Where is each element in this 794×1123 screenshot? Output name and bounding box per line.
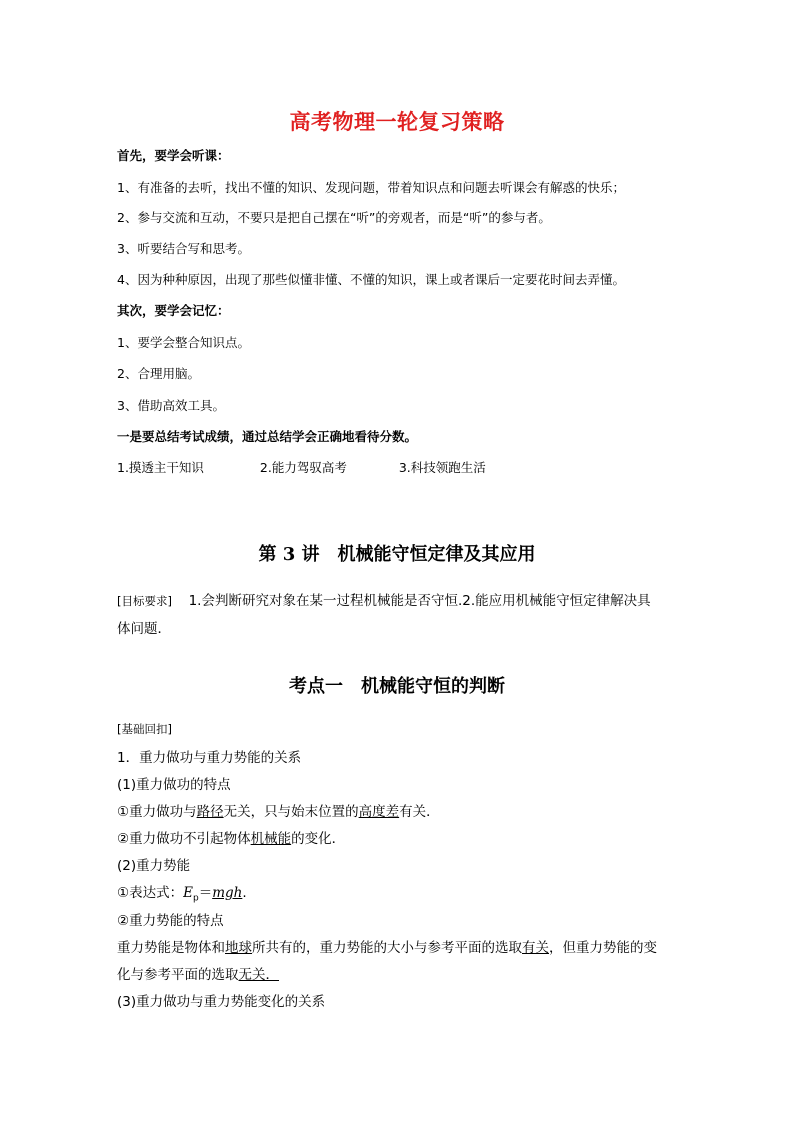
point-title <box>0 672 794 698</box>
main-title: 高考物理一轮复习策略 <box>289 110 505 134</box>
text-run: 有关． <box>399 804 440 820</box>
part3-item-2: 2.能力驾驭高考 <box>259 460 347 475</box>
text-run: ①重力做功与 <box>117 804 197 820</box>
text-run: ＝ <box>198 885 213 901</box>
text-run: 重力势能是物体和 <box>117 940 225 956</box>
basics-line-10: (3)重力做功与重力势能变化的关系 <box>117 994 326 1010</box>
part1-item-4: 4、因为种种原因，出现了那些似懂非懂、不懂的知识，课上或者课后一定要花时间去弄懂。 <box>117 272 625 287</box>
part2-heading: 其次，要学会记忆： <box>117 303 230 318</box>
part2-item-3: 3、借助高效工具。 <box>117 398 225 413</box>
goal-tag: [目标要求] <box>117 594 172 608</box>
text-run: 无关，只与始末位置的 <box>223 804 359 820</box>
basics-line-9 <box>117 963 279 983</box>
text-run: ①表达式： <box>117 885 184 901</box>
formula-subscript: p <box>192 893 199 904</box>
text-run: 的变化． <box>291 831 346 847</box>
basics-line-1: 1．重力做功与重力势能的关系 <box>117 750 302 766</box>
part2-item-2: 2、合理用脑。 <box>117 366 200 381</box>
part3-item-1: 1.摸透主干知识 <box>117 460 204 475</box>
point-number: 考点一 <box>289 676 343 697</box>
lecture-name: 机械能守恒定律及其应用 <box>337 544 536 565</box>
text-run: 所共有的，重力势能的大小与参考平面的选取 <box>252 940 522 956</box>
text-run: ，但重力势能的变 <box>549 940 657 956</box>
lecture-title <box>0 540 794 566</box>
part1-item-1: 1、有准备的去听，找出不懂的知识、发现问题，带着知识点和问题去听课会有解惑的快乐； <box>117 180 625 195</box>
basics-line-6 <box>117 881 247 904</box>
text-run: 化与参考平面的选取 <box>117 967 239 983</box>
basics-line-3 <box>117 800 440 820</box>
basics-line-8 <box>117 936 657 956</box>
point-name: 机械能守恒的判断 <box>361 676 505 697</box>
basics-line-4 <box>117 827 345 847</box>
part1-item-2: 2、参与交流和互动，不要只是把自己摆在“听”的旁观者，而是“听”的参与者。 <box>117 210 551 225</box>
part1-item-3: 3、听要结合写和思考。 <box>117 241 250 256</box>
goal-line-2: 体问题． <box>117 621 171 637</box>
basics-line-5: (2)重力势能 <box>117 858 191 874</box>
basics-tag: [基础回扣] <box>117 722 172 736</box>
part1-heading: 首先，要学会听课： <box>117 148 230 163</box>
goal-line-1 <box>117 589 651 609</box>
text-run: . <box>242 885 247 901</box>
lecture-number: 第 3 讲 <box>258 544 320 565</box>
basics-line-7: ②重力势能的特点 <box>117 913 224 929</box>
goal-text-1: 1.会判断研究对象在某一过程机械能是否守恒.2.能应用机械能守恒定律解决具 <box>188 593 651 609</box>
part2-item-1: 1、要学会整合知识点。 <box>117 335 250 350</box>
answer-formula: mgh <box>212 885 243 901</box>
answer-path: 路径 <box>196 804 224 820</box>
text-run: ②重力做功不引起物体 <box>117 831 251 847</box>
basics-line-2: (1)重力做功的特点 <box>117 777 231 793</box>
answer-related: 有关 <box>522 940 549 956</box>
part3-item-3: 3.科技领跑生活 <box>398 460 486 475</box>
part3-heading: 一是要总结考试成绩，通过总结学会正确地看待分数。 <box>117 429 418 444</box>
formula-symbol: E <box>183 885 193 901</box>
answer-mechanical-energy: 机械能 <box>250 831 292 847</box>
answer-earth: 地球 <box>225 940 252 956</box>
answer-height-diff: 高度差 <box>358 804 400 820</box>
part3-items <box>117 458 486 476</box>
answer-unrelated: 无关． <box>238 967 279 983</box>
